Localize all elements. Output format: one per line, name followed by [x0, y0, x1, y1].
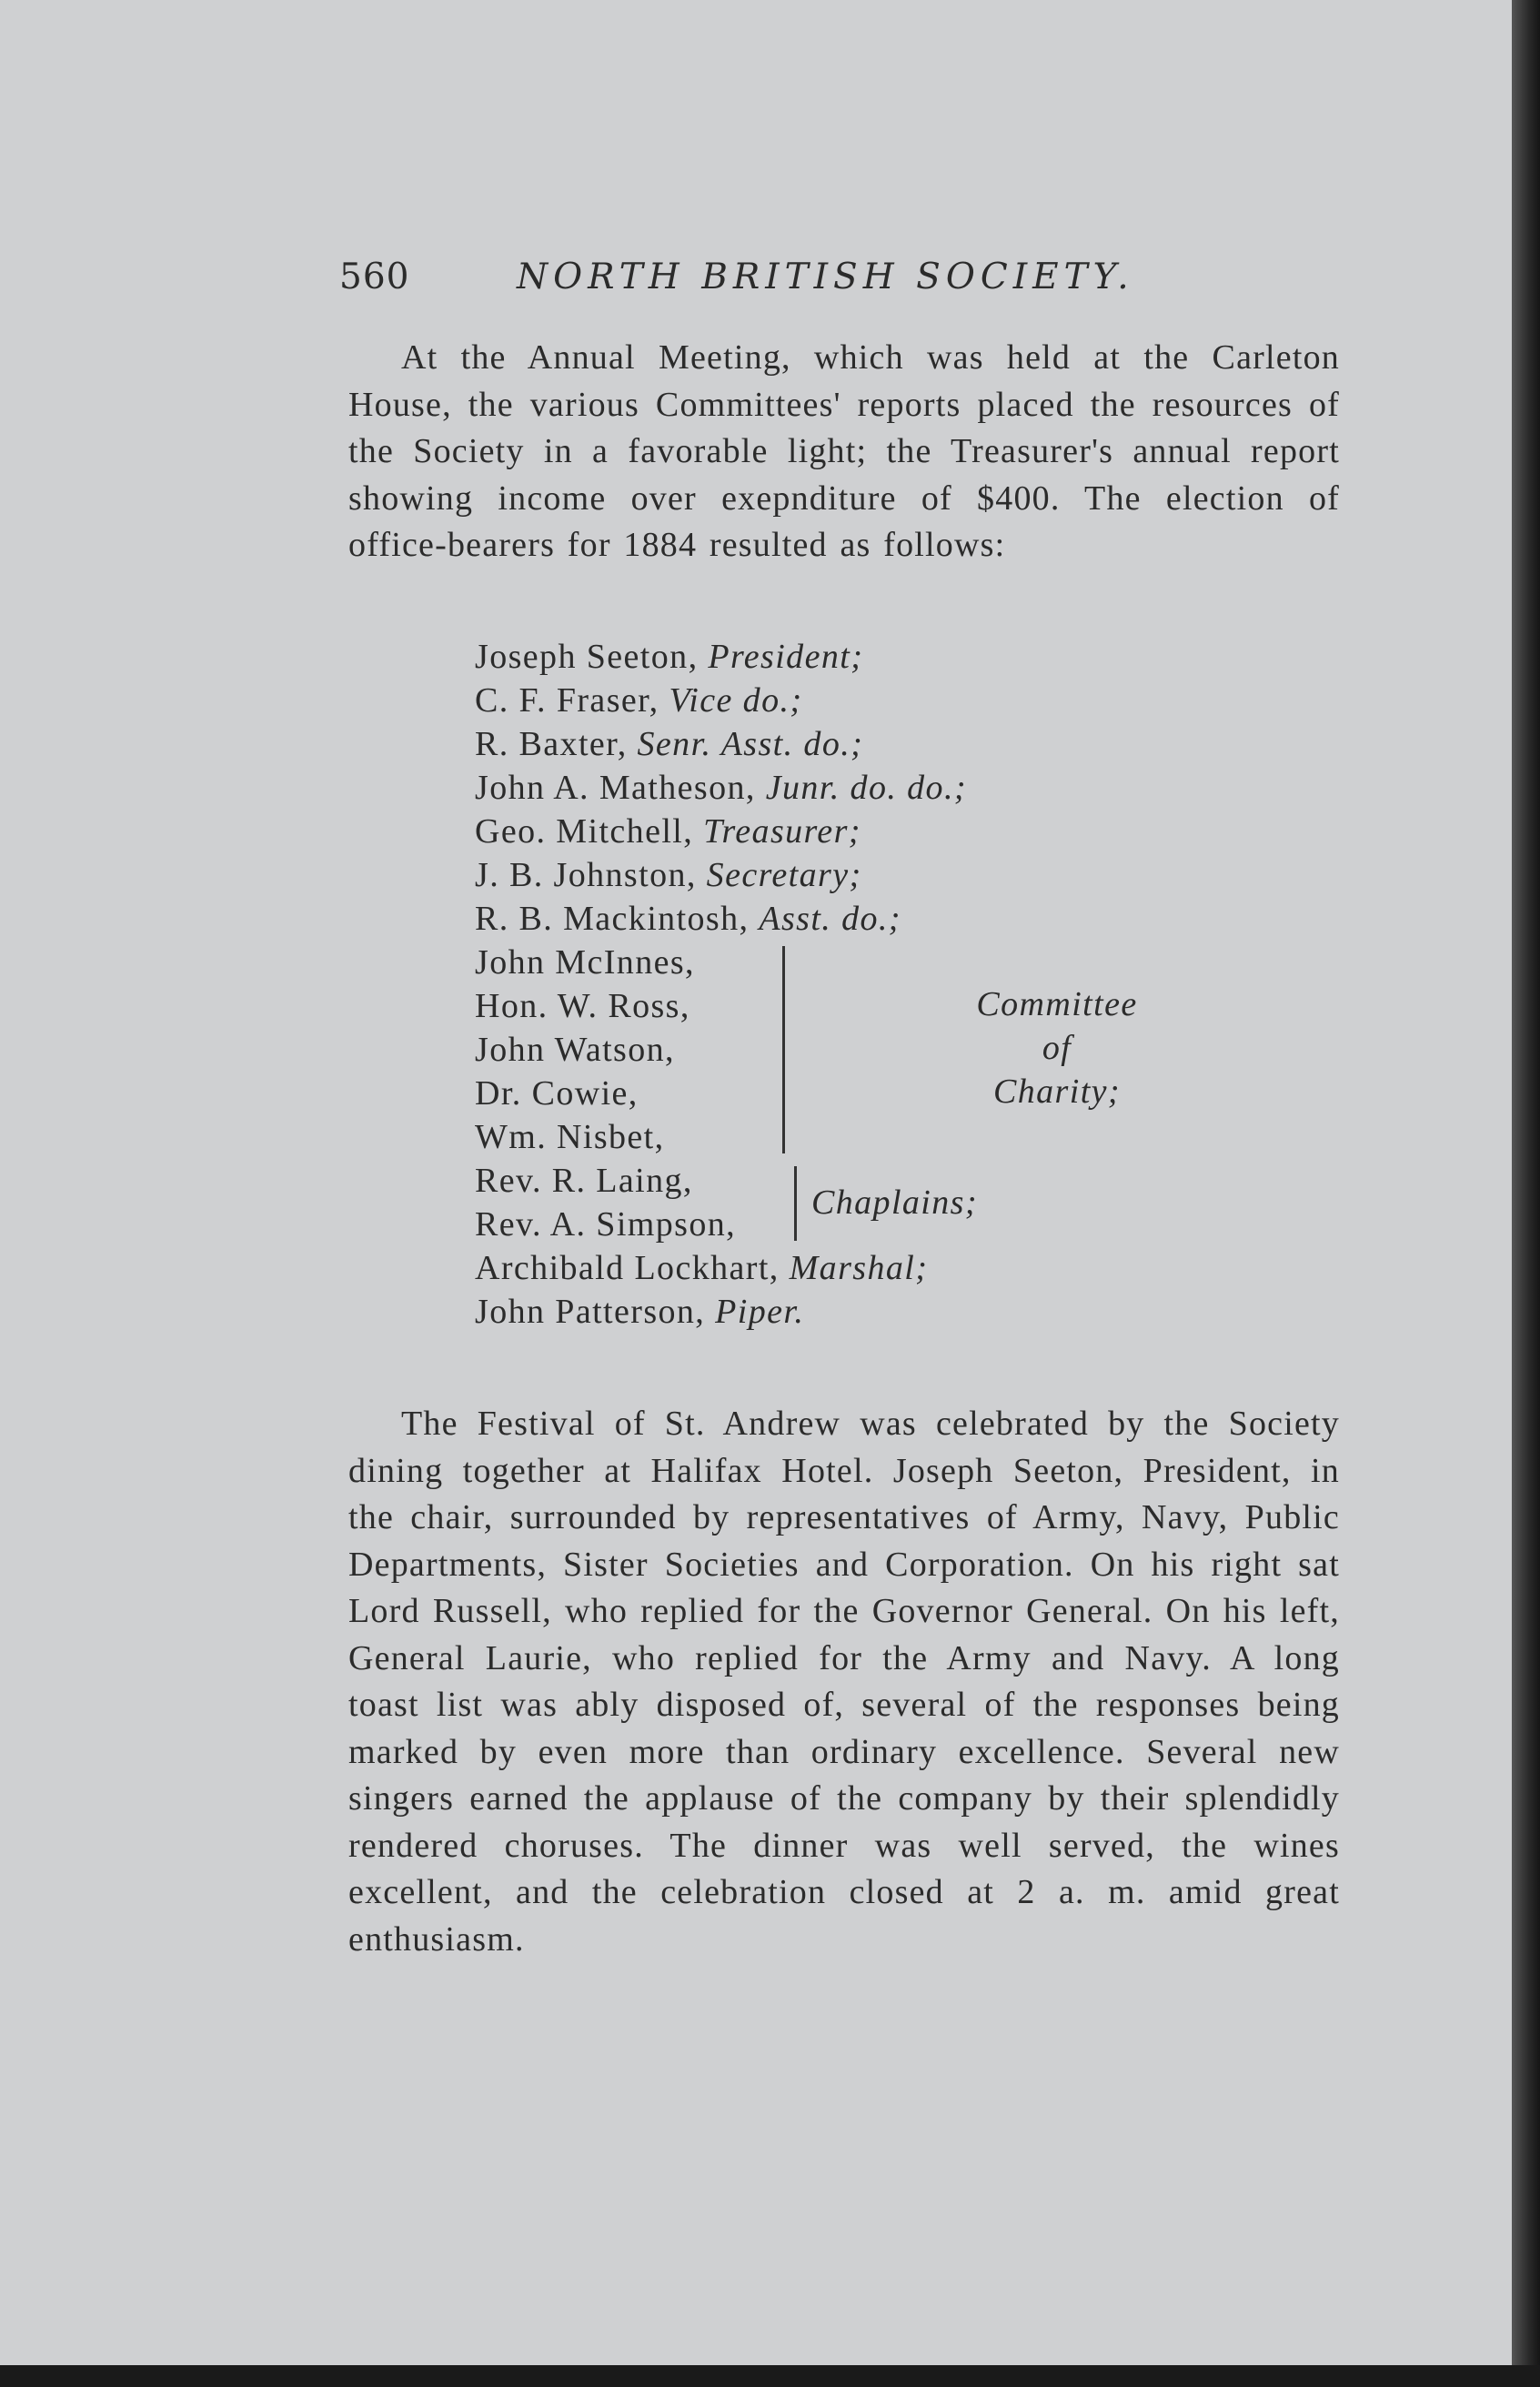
paragraph-annual-meeting	[348, 335, 1340, 569]
officer-name: Joseph Seeton,	[475, 638, 709, 676]
committee-member: Dr. Cowie,	[475, 1074, 639, 1113]
officer-name: John A. Matheson,	[475, 769, 766, 807]
officer-name: John Patterson,	[475, 1293, 716, 1331]
committee-label-line: of	[1042, 1029, 1072, 1067]
chaplain-member: Rev. A. Simpson,	[475, 1205, 737, 1244]
chaplain-member: Rev. R. Laing,	[475, 1162, 693, 1200]
officer-name: C. F. Fraser,	[475, 681, 669, 720]
chaplains-label: Chaplains;	[811, 1183, 978, 1222]
officer-row	[475, 897, 1293, 941]
officer-title: Treasurer;	[703, 812, 861, 851]
officer-name: Archibald Lockhart,	[475, 1249, 790, 1287]
officer-row	[475, 679, 1293, 722]
officer-title: Marshal;	[789, 1249, 929, 1287]
officer-row	[475, 810, 1293, 853]
officer-name: R. B. Mackintosh,	[475, 900, 760, 938]
paragraph-festival	[348, 1401, 1340, 1963]
officer-row	[475, 1290, 1293, 1334]
paragraph-text: The Festival of St. Andrew was celebrated by the Society dining together at Halifax Hotel. Joseph Seeton, President, in the chair, surrounded by representatives of Army, Navy, Public Departments, Sister Societies and Corporation. On his right sat Lord Russell, who replied for the Governor General. On his left, General Laurie, who replied for the Army and Navy. A long toast list was ably disposed of, several of the responses being marked by even more than ordinary excellence. Several new singers earned the applause of the company by their splendidly rendered choruses. The dinner was well served, the wines excellent, and the celebration closed at 2 a. m. amid great enthusiasm.	[348, 1405, 1340, 1959]
officer-row	[475, 722, 1293, 766]
committee-member: Wm. Nisbet,	[475, 1118, 665, 1156]
officer-title: Junr. do. do.;	[765, 769, 967, 807]
officer-row	[475, 635, 1293, 679]
running-head	[339, 257, 1158, 311]
office-bearers-list	[475, 635, 1293, 1334]
officer-name: Geo. Mitchell,	[475, 812, 704, 851]
running-title: NORTH BRITISH SOCIETY.	[517, 257, 1134, 297]
committee-label-line: Committee	[976, 985, 1138, 1023]
officer-title: Piper.	[715, 1293, 805, 1331]
officer-row	[475, 1246, 1293, 1290]
committee-member: Hon. W. Ross,	[475, 987, 690, 1025]
committee-brace	[782, 946, 785, 1153]
committee-member: John McInnes,	[475, 943, 695, 982]
chaplains-group	[475, 1159, 1293, 1246]
page-number: 560	[339, 257, 410, 297]
officer-title: Vice do.;	[669, 681, 803, 720]
officer-row	[475, 853, 1293, 897]
officer-row	[475, 766, 1293, 810]
officer-title: Senr. Asst. do.;	[637, 725, 864, 763]
officer-title: Secretary;	[706, 856, 862, 894]
officer-title: Asst. do.;	[759, 900, 901, 938]
committee-member: John Watson,	[475, 1031, 675, 1069]
committee-group	[475, 941, 1293, 1159]
chaplains-brace	[794, 1166, 797, 1241]
committee-label	[948, 982, 1166, 1113]
officer-name: R. Baxter,	[475, 725, 638, 763]
officer-name: J. B. Johnston,	[475, 856, 707, 894]
page-edge-shadow	[1512, 0, 1540, 2387]
page-bottom-shadow	[0, 2365, 1540, 2387]
paragraph-text: At the Annual Meeting, which was held at the Carleton House, the various Committees' reports placed the resources of the Society in a favorable light; the Treasurer's annual report showing income over exepnditure of $400. The election of office-bearers for 1884 resulted as follows:	[348, 338, 1340, 564]
officer-title: President;	[708, 638, 864, 676]
committee-label-line: Charity;	[993, 1073, 1121, 1111]
